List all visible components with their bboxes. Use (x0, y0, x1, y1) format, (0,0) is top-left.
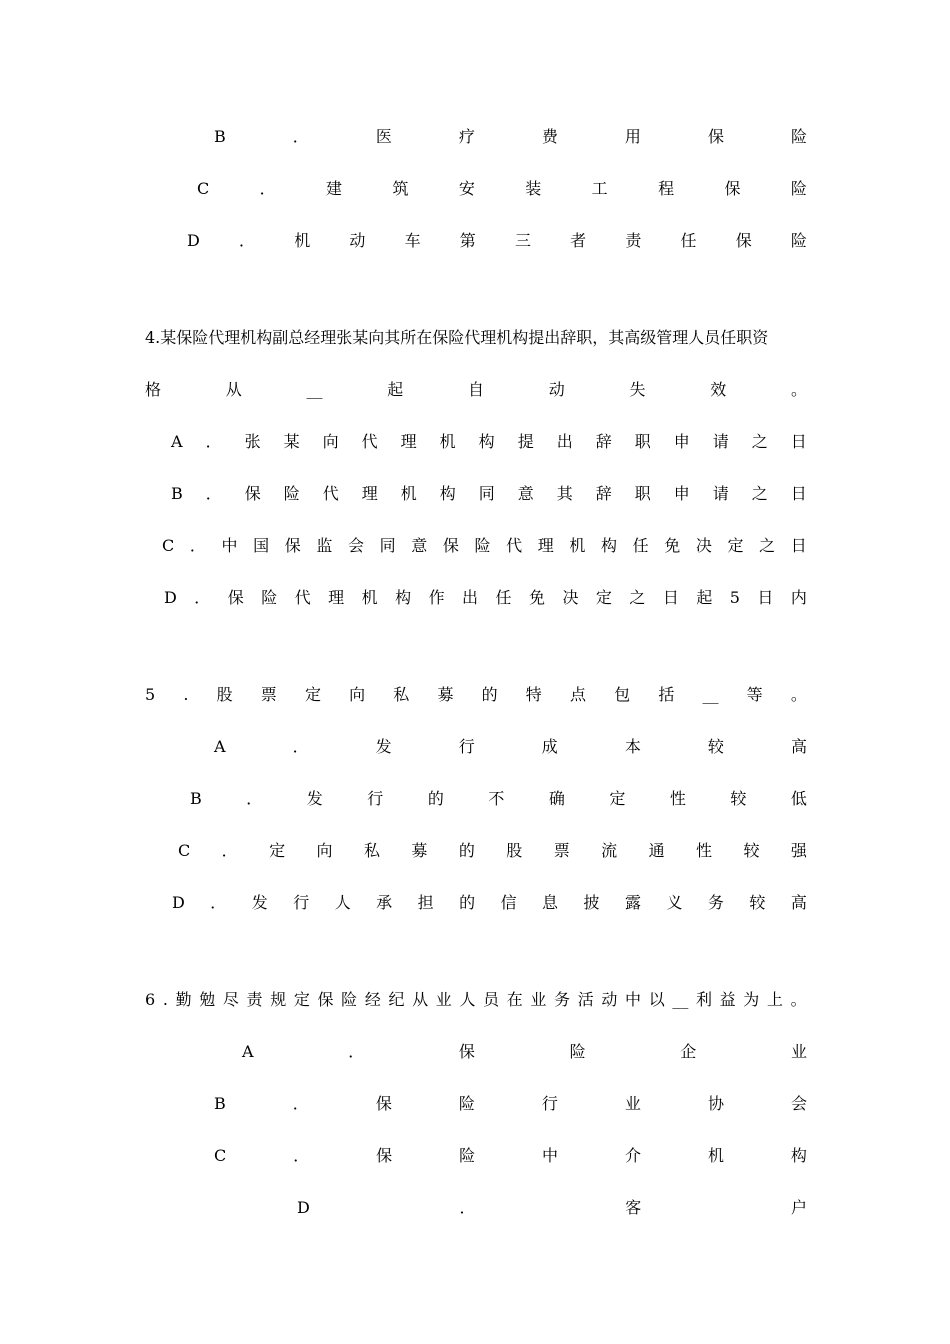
text-glyph: 发 (375, 737, 392, 756)
text-glyph: __ (672, 990, 689, 1009)
text-glyph: 纪 (388, 990, 405, 1009)
text-glyph: 机 (707, 1146, 724, 1165)
text-glyph: 构 (395, 588, 412, 607)
text-glyph: 责 (246, 990, 263, 1009)
text-glyph: . (162, 990, 168, 1009)
text-glyph: 辞 (595, 432, 612, 451)
q5-option-b (190, 787, 807, 811)
text-glyph: 保 (707, 127, 724, 146)
text-glyph: 中 (221, 536, 238, 555)
text-glyph: 业 (790, 1042, 807, 1061)
text-glyph: 监 (316, 536, 333, 555)
text-glyph: 行 (458, 737, 475, 756)
text-glyph: 动 (349, 231, 366, 250)
text-glyph: 本 (624, 737, 641, 756)
text-glyph: 以 (648, 990, 665, 1009)
text-glyph: 务 (554, 990, 571, 1009)
text-glyph: ． (259, 179, 276, 198)
text-glyph: 尽 (222, 990, 239, 1009)
text-glyph: 露 (624, 893, 641, 912)
text-glyph: 高 (790, 737, 807, 756)
text-glyph: 客 (625, 1198, 642, 1217)
text-glyph: 上 (766, 990, 783, 1009)
text-glyph: D (172, 893, 185, 912)
text-glyph: 日 (757, 588, 774, 607)
text-glyph: D (164, 588, 177, 607)
text-glyph: 流 (601, 841, 618, 860)
text-glyph: 之 (759, 536, 776, 555)
text-glyph: 申 (673, 432, 690, 451)
text-glyph: 日 (662, 588, 679, 607)
text-glyph: 。 (790, 380, 807, 399)
text-glyph: 较 (730, 789, 747, 808)
text-glyph: B (214, 127, 226, 146)
text-glyph: 中 (625, 990, 642, 1009)
text-glyph: 从 (412, 990, 429, 1009)
text-glyph: 内 (790, 588, 807, 607)
text-glyph: 者 (570, 231, 587, 250)
text-glyph: ． (221, 841, 238, 860)
text-glyph: 决 (695, 536, 712, 555)
text-glyph: ． (210, 893, 227, 912)
text-glyph: 意 (517, 484, 534, 503)
text-glyph: 发 (251, 893, 268, 912)
text-glyph: 保 (724, 179, 741, 198)
text-glyph: 三 (514, 231, 531, 250)
text-glyph: B (214, 1094, 226, 1113)
text-glyph: ． (292, 127, 309, 146)
text-glyph: 费 (541, 127, 558, 146)
text-glyph: 装 (525, 179, 542, 198)
text-glyph: 向 (349, 685, 366, 704)
text-glyph: ． (246, 789, 263, 808)
text-glyph: 定 (304, 685, 321, 704)
text-glyph: 效 (710, 380, 727, 399)
text-glyph: 格 (145, 380, 162, 399)
text-glyph: 同 (379, 536, 396, 555)
text-glyph: 等 (746, 685, 763, 704)
text-glyph: A (171, 432, 183, 451)
text-glyph: 车 (404, 231, 421, 250)
text-glyph: 动 (601, 990, 618, 1009)
q4-stem-line1: 4.某保险代理机构副总经理张某向其所在保险代理机构提出辞职，其高级管理人员任职资 (145, 328, 769, 347)
text-glyph: 的 (481, 685, 498, 704)
text-glyph: 之 (629, 588, 646, 607)
text-glyph: 机 (400, 484, 417, 503)
q4-option-a (171, 430, 807, 454)
text-glyph: 较 (707, 737, 724, 756)
text-glyph: 向 (322, 432, 339, 451)
text-glyph: C (197, 179, 210, 198)
q3-option-d (187, 229, 807, 253)
q5-stem (145, 683, 807, 707)
text-glyph: 5 (145, 685, 156, 704)
text-glyph: 用 (624, 127, 641, 146)
text-glyph: 险 (458, 1094, 475, 1113)
text-glyph: 责 (625, 231, 642, 250)
text-glyph: 票 (260, 685, 277, 704)
text-glyph: 募 (411, 841, 428, 860)
text-glyph: 保 (227, 588, 244, 607)
text-glyph: 担 (417, 893, 434, 912)
text-glyph: 构 (478, 432, 495, 451)
text-glyph: 意 (411, 536, 428, 555)
q4-option-c (162, 534, 807, 558)
text-glyph: 代 (294, 588, 311, 607)
text-glyph: 股 (506, 841, 523, 860)
text-glyph: 成 (541, 737, 558, 756)
text-glyph: 息 (542, 893, 559, 912)
text-glyph: 定 (609, 789, 626, 808)
text-glyph: 业 (530, 990, 547, 1009)
text-glyph: 提 (517, 432, 534, 451)
q5-option-d (172, 891, 807, 915)
text-glyph: 人 (459, 990, 476, 1009)
text-glyph: 票 (553, 841, 570, 860)
text-glyph: 构 (439, 484, 456, 503)
text-glyph: 请 (712, 484, 729, 503)
text-glyph: 披 (583, 893, 600, 912)
q6-option-d (297, 1196, 807, 1220)
text-glyph: 勉 (199, 990, 216, 1009)
text-glyph: 定 (269, 841, 286, 860)
text-glyph: 安 (458, 179, 475, 198)
text-glyph: 的 (459, 893, 476, 912)
text-glyph: 代 (361, 432, 378, 451)
text-glyph: 发 (306, 789, 323, 808)
text-glyph: 向 (316, 841, 333, 860)
text-glyph: ． (205, 484, 222, 503)
text-glyph: A (214, 737, 226, 756)
text-glyph: . (183, 685, 189, 704)
q6-option-a (242, 1040, 807, 1064)
text-glyph: 日 (790, 484, 807, 503)
text-glyph: 保 (317, 990, 334, 1009)
text-glyph: 性 (669, 789, 686, 808)
text-glyph: C (178, 841, 191, 860)
text-glyph: 户 (790, 1198, 807, 1217)
q4-stem-line2 (145, 378, 807, 402)
text-glyph: 免 (528, 588, 545, 607)
text-glyph: A (242, 1042, 254, 1061)
text-glyph: ． (239, 231, 256, 250)
q6-option-c (214, 1144, 807, 1168)
text-glyph: 义 (666, 893, 683, 912)
text-glyph: 包 (614, 685, 631, 704)
text-glyph: 日 (790, 536, 807, 555)
text-glyph: 经 (364, 990, 381, 1009)
text-glyph: 任 (632, 536, 649, 555)
q4-option-d (164, 586, 807, 610)
text-glyph: 其 (556, 484, 573, 503)
text-glyph: 职 (634, 432, 651, 451)
text-glyph: 定 (595, 588, 612, 607)
text-glyph: 之 (751, 432, 768, 451)
text-glyph: 从 (225, 380, 242, 399)
text-glyph: 任 (680, 231, 697, 250)
text-glyph: __ (306, 380, 323, 399)
text-glyph: 构 (790, 1146, 807, 1165)
text-glyph: 通 (648, 841, 665, 860)
text-glyph: 益 (719, 990, 736, 1009)
text-glyph: 为 (743, 990, 760, 1009)
text-glyph: 行 (541, 1094, 558, 1113)
text-glyph: 张 (244, 432, 261, 451)
text-glyph: 在 (506, 990, 523, 1009)
text-glyph: 的 (427, 789, 444, 808)
text-glyph: 构 (600, 536, 617, 555)
text-glyph: 任 (495, 588, 512, 607)
q4-option-b (171, 482, 807, 506)
text-glyph: ． (194, 588, 211, 607)
text-glyph: 险 (283, 484, 300, 503)
text-glyph: 高 (790, 893, 807, 912)
text-glyph: B (190, 789, 202, 808)
q5-option-c (178, 839, 807, 863)
text-glyph: __ (702, 685, 719, 704)
text-glyph: 疗 (458, 127, 475, 146)
text-glyph: ． (348, 1042, 365, 1061)
text-glyph: 请 (712, 432, 729, 451)
text-glyph: 股 (216, 685, 233, 704)
text-glyph: 的 (458, 841, 475, 860)
text-glyph: C (162, 536, 175, 555)
text-glyph: 募 (437, 685, 454, 704)
text-glyph: 保 (244, 484, 261, 503)
text-glyph: 机 (439, 432, 456, 451)
text-glyph: 作 (428, 588, 445, 607)
text-glyph: 。 (790, 685, 807, 704)
text-glyph: 业 (624, 1094, 641, 1113)
text-glyph: 医 (375, 127, 392, 146)
text-glyph: 辞 (595, 484, 612, 503)
text-glyph: 工 (591, 179, 608, 198)
text-glyph: 确 (548, 789, 565, 808)
text-glyph: C (214, 1146, 227, 1165)
text-glyph: 出 (556, 432, 573, 451)
text-glyph: 私 (393, 685, 410, 704)
text-glyph: 起 (696, 588, 713, 607)
text-glyph: 理 (400, 432, 417, 451)
text-glyph: ． (205, 432, 222, 451)
text-glyph: 日 (790, 432, 807, 451)
text-glyph: 承 (376, 893, 393, 912)
text-glyph: 职 (634, 484, 651, 503)
text-glyph: 动 (548, 380, 565, 399)
text-glyph: 企 (680, 1042, 697, 1061)
text-glyph: D (187, 231, 200, 250)
text-glyph: 信 (500, 893, 517, 912)
text-glyph: 机 (361, 588, 378, 607)
text-glyph: 不 (488, 789, 505, 808)
text-glyph: 保 (284, 536, 301, 555)
text-glyph: 出 (462, 588, 479, 607)
text-glyph: 强 (790, 841, 807, 860)
text-glyph: 定 (727, 536, 744, 555)
q5-option-a (214, 735, 807, 759)
text-glyph: 员 (483, 990, 500, 1009)
text-glyph: 自 (467, 380, 484, 399)
text-glyph: 第 (459, 231, 476, 250)
text-glyph: 。 (790, 990, 807, 1009)
text-glyph: 理 (328, 588, 345, 607)
text-glyph: 险 (569, 1042, 586, 1061)
q6-stem (145, 988, 807, 1012)
text-glyph: 业 (435, 990, 452, 1009)
text-glyph: 人 (334, 893, 351, 912)
text-glyph: 险 (790, 179, 807, 198)
text-glyph: 私 (363, 841, 380, 860)
text-glyph: 国 (253, 536, 270, 555)
text-glyph: ． (459, 1198, 476, 1217)
text-glyph: ． (189, 536, 206, 555)
text-glyph: 低 (790, 789, 807, 808)
text-glyph: 机 (294, 231, 311, 250)
text-glyph: 较 (743, 841, 760, 860)
text-glyph: 协 (707, 1094, 724, 1113)
text-glyph: 同 (478, 484, 495, 503)
text-glyph: 险 (790, 127, 807, 146)
text-glyph: 机 (569, 536, 586, 555)
text-glyph: 规 (270, 990, 287, 1009)
text-glyph: 建 (326, 179, 343, 198)
text-glyph: 免 (664, 536, 681, 555)
text-glyph: 6 (145, 990, 156, 1009)
text-glyph: 起 (387, 380, 404, 399)
text-glyph: 保 (458, 1042, 475, 1061)
text-glyph: 险 (459, 1146, 476, 1165)
text-glyph: 保 (442, 536, 459, 555)
text-glyph: 勤 (175, 990, 192, 1009)
text-glyph: 理 (361, 484, 378, 503)
text-glyph: 务 (707, 893, 724, 912)
text-glyph: 5 (729, 588, 740, 607)
text-glyph: 保 (375, 1094, 392, 1113)
text-glyph: 中 (542, 1146, 559, 1165)
text-glyph: 定 (293, 990, 310, 1009)
text-glyph: 会 (790, 1094, 807, 1113)
text-glyph: 程 (658, 179, 675, 198)
text-glyph: 介 (625, 1146, 642, 1165)
text-glyph: 会 (347, 536, 364, 555)
text-glyph: 活 (577, 990, 594, 1009)
text-glyph: B (171, 484, 183, 503)
text-glyph: 行 (367, 789, 384, 808)
q3-option-b (214, 125, 807, 149)
text-glyph: 较 (749, 893, 766, 912)
text-glyph: D (297, 1198, 310, 1217)
text-glyph: 险 (790, 231, 807, 250)
text-glyph: 险 (341, 990, 358, 1009)
text-glyph: 险 (474, 536, 491, 555)
text-glyph: ． (292, 1094, 309, 1113)
q6-option-b (214, 1092, 807, 1116)
text-glyph: 特 (525, 685, 542, 704)
text-glyph: 保 (735, 231, 752, 250)
text-glyph: 括 (658, 685, 675, 704)
text-glyph: 决 (562, 588, 579, 607)
text-glyph: 理 (537, 536, 554, 555)
text-glyph: 行 (293, 893, 310, 912)
text-glyph: 筑 (392, 179, 409, 198)
text-glyph: 失 (629, 380, 646, 399)
q3-option-c (197, 177, 807, 201)
text-glyph: 险 (261, 588, 278, 607)
text-glyph: 代 (322, 484, 339, 503)
text-glyph: 代 (506, 536, 523, 555)
text-glyph: 保 (376, 1146, 393, 1165)
text-glyph: 某 (283, 432, 300, 451)
text-glyph: 点 (569, 685, 586, 704)
text-glyph: 之 (751, 484, 768, 503)
text-glyph: 申 (673, 484, 690, 503)
text-glyph: 性 (696, 841, 713, 860)
text-glyph: 利 (695, 990, 712, 1009)
text-glyph: ． (292, 737, 309, 756)
text-glyph: ． (293, 1146, 310, 1165)
